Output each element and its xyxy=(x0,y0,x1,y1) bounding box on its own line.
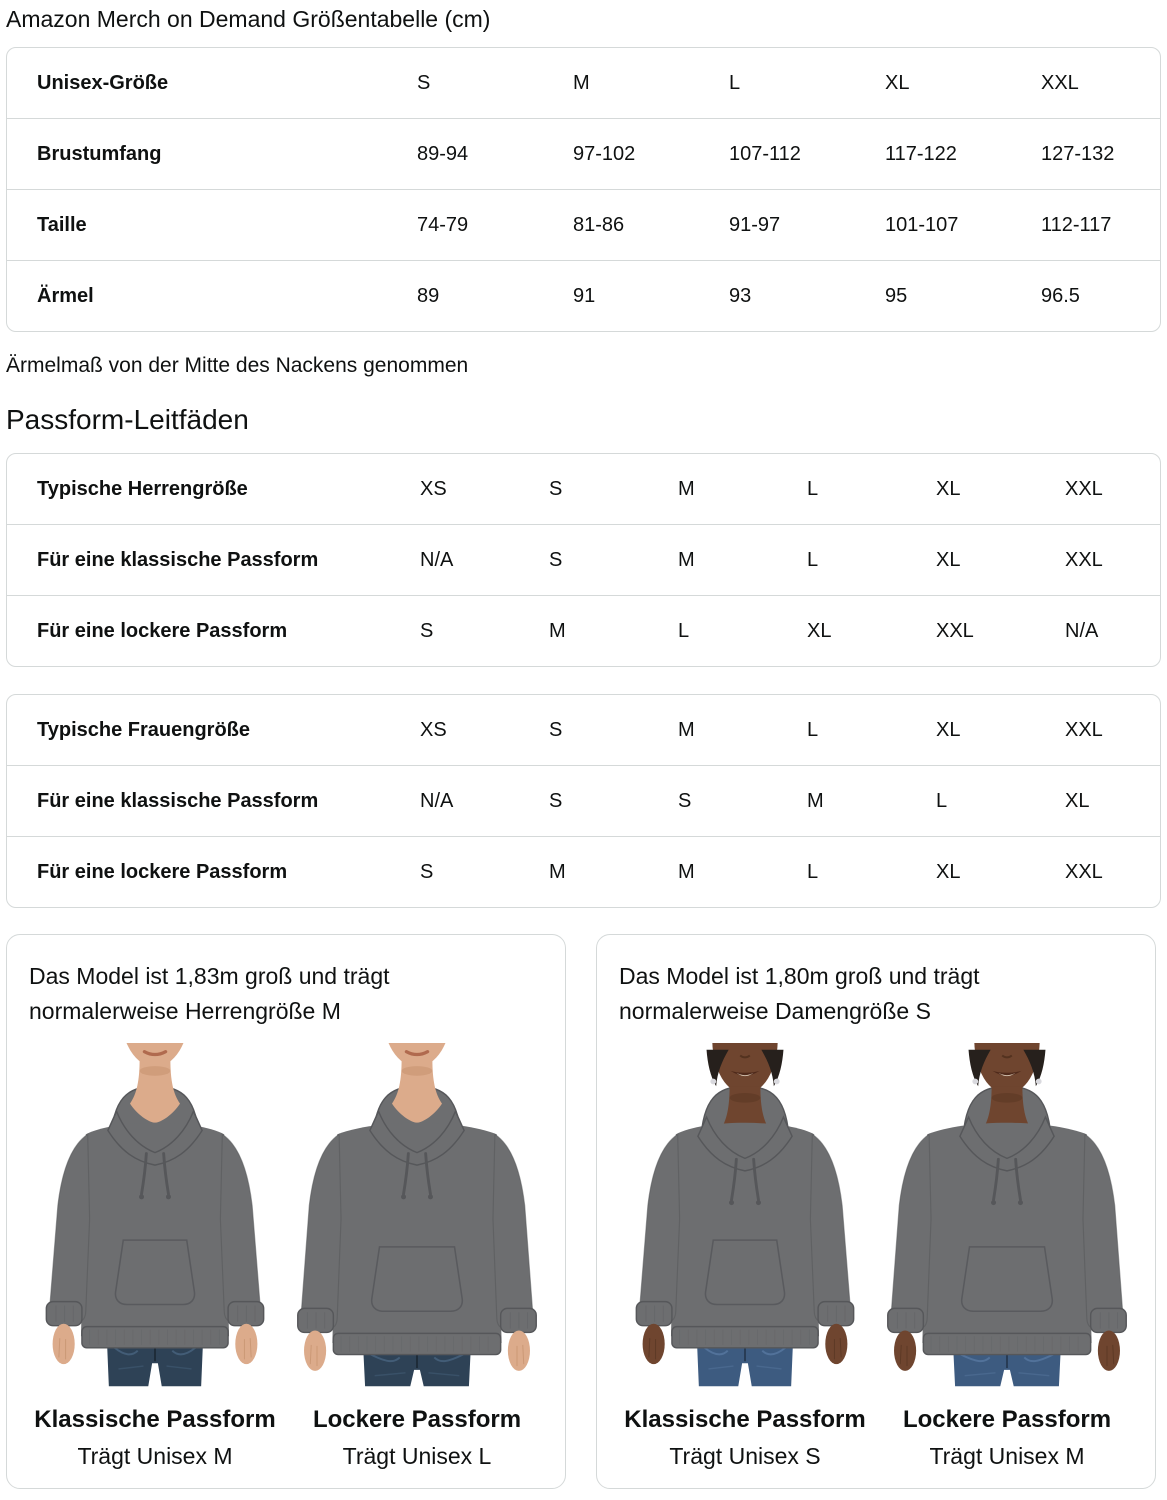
table-row xyxy=(7,836,1160,907)
size-cell: 91-97 xyxy=(729,214,781,236)
size-cell: L xyxy=(807,861,819,883)
table-row xyxy=(7,48,1160,118)
size-cell: XL xyxy=(936,719,961,741)
size-cell: 96.5 xyxy=(1041,285,1080,307)
size-cell: XXL xyxy=(1065,549,1103,571)
figure-caption: Klassische Passform xyxy=(624,1406,866,1433)
size-cell: 91 xyxy=(573,285,596,307)
row-label: Für eine lockere Passform xyxy=(37,620,288,642)
model-photo-classic xyxy=(29,1043,281,1393)
size-cell: 117-122 xyxy=(885,143,957,165)
row-label: Ärmel xyxy=(37,285,94,307)
table-row xyxy=(7,118,1160,189)
row-label: Typische Frauengröße xyxy=(37,719,251,741)
table-row xyxy=(7,260,1160,331)
size-cell: 127-132 xyxy=(1041,143,1115,165)
row-label: Taille xyxy=(37,214,87,236)
size-cell: XXL xyxy=(1065,861,1103,883)
size-cell: 93 xyxy=(729,285,752,307)
size-cell: 112-117 xyxy=(1041,214,1112,236)
size-cell: 97-102 xyxy=(573,143,636,165)
model-figure xyxy=(619,1043,871,1470)
size-cell: S xyxy=(549,719,563,741)
size-cell: XXL xyxy=(936,620,974,642)
size-cell: N/A xyxy=(420,549,454,571)
size-cell: M xyxy=(549,620,566,642)
size-cell: XL xyxy=(885,72,910,94)
size-cell: M xyxy=(678,478,695,500)
table-row xyxy=(7,695,1160,765)
womens-fit-table xyxy=(6,694,1161,908)
figure-caption: Klassische Passform xyxy=(34,1406,276,1433)
size-cell: L xyxy=(807,549,819,571)
size-cell: 81-86 xyxy=(573,214,625,236)
size-cell: 89-94 xyxy=(417,143,469,165)
size-cell: M xyxy=(807,790,824,812)
model-figures xyxy=(29,1043,543,1470)
size-cell: XXL xyxy=(1041,72,1079,94)
model-photo-loose xyxy=(881,1043,1133,1393)
figure-caption: Lockere Passform xyxy=(902,1406,1112,1433)
size-cell: XL xyxy=(807,620,832,642)
table-row xyxy=(7,454,1160,524)
figure-subcaption: Trägt Unisex L xyxy=(342,1443,492,1469)
size-cell: S xyxy=(678,790,692,812)
size-cell: S xyxy=(549,478,563,500)
size-cell: XL xyxy=(936,549,961,571)
size-cell: S xyxy=(420,861,434,883)
row-label: Brustumfang xyxy=(37,143,162,165)
size-cell: XXL xyxy=(1065,478,1103,500)
size-cell: N/A xyxy=(1065,620,1099,642)
size-cell: S xyxy=(549,790,563,812)
model-photo-loose xyxy=(291,1043,543,1393)
mens-model-card xyxy=(6,934,566,1489)
row-label: Für eine klassische Passform xyxy=(37,549,319,571)
size-cell: 89 xyxy=(417,285,440,307)
size-cell: L xyxy=(936,790,948,812)
womens-model-card xyxy=(596,934,1156,1489)
model-description: Das Model ist 1,80m groß und trägt normalerweise Damengröße S xyxy=(619,963,980,1024)
size-cell: S xyxy=(417,72,431,94)
size-cell: L xyxy=(807,478,819,500)
model-description: Das Model ist 1,83m groß und trägt normalerweise Herrengröße M xyxy=(29,963,390,1024)
size-cell: 107-112 xyxy=(729,143,801,165)
figure-subcaption: Trägt Unisex M xyxy=(929,1443,1085,1469)
size-cell: S xyxy=(549,549,563,571)
table-row xyxy=(7,189,1160,260)
figure-subcaption: Trägt Unisex S xyxy=(669,1443,821,1469)
size-cell: 74-79 xyxy=(417,214,469,236)
model-photo-classic xyxy=(619,1043,871,1393)
table-row xyxy=(7,524,1160,595)
size-cell: L xyxy=(807,719,819,741)
size-cell: S xyxy=(420,620,434,642)
size-cell: M xyxy=(549,861,566,883)
size-cell: L xyxy=(729,72,741,94)
size-cell: XS xyxy=(420,478,447,500)
size-cell: XL xyxy=(936,478,961,500)
row-label: Unisex-Größe xyxy=(37,72,169,94)
page-title: Amazon Merch on Demand Größentabelle (cm) xyxy=(6,6,491,32)
size-cell: N/A xyxy=(420,790,454,812)
size-cell: XL xyxy=(936,861,961,883)
fit-guides-heading: Passform-Leitfäden xyxy=(6,404,249,435)
size-cell: M xyxy=(678,549,695,571)
size-cell: M xyxy=(678,719,695,741)
unisex-size-table xyxy=(6,47,1161,332)
size-cell: XS xyxy=(420,719,447,741)
model-cards xyxy=(6,934,1161,1489)
table-row xyxy=(7,765,1160,836)
model-figure xyxy=(29,1043,281,1470)
size-cell: XXL xyxy=(1065,719,1103,741)
model-figure xyxy=(291,1043,543,1470)
size-cell: L xyxy=(678,620,690,642)
model-figure xyxy=(881,1043,1133,1470)
size-cell: 101-107 xyxy=(885,214,959,236)
figure-caption: Lockere Passform xyxy=(312,1406,522,1433)
table-row xyxy=(7,595,1160,666)
size-cell: M xyxy=(678,861,695,883)
row-label: Für eine klassische Passform xyxy=(37,790,319,812)
size-cell: M xyxy=(573,72,590,94)
model-figures xyxy=(619,1043,1133,1470)
mens-fit-table xyxy=(6,453,1161,667)
sleeve-measure-note: Ärmelmaß von der Mitte des Nackens genommen xyxy=(6,354,469,377)
row-label: Typische Herrengröße xyxy=(37,478,248,500)
row-label: Für eine lockere Passform xyxy=(37,861,288,883)
figure-subcaption: Trägt Unisex M xyxy=(77,1443,233,1469)
size-cell: 95 xyxy=(885,285,908,307)
size-cell: XL xyxy=(1065,790,1090,812)
